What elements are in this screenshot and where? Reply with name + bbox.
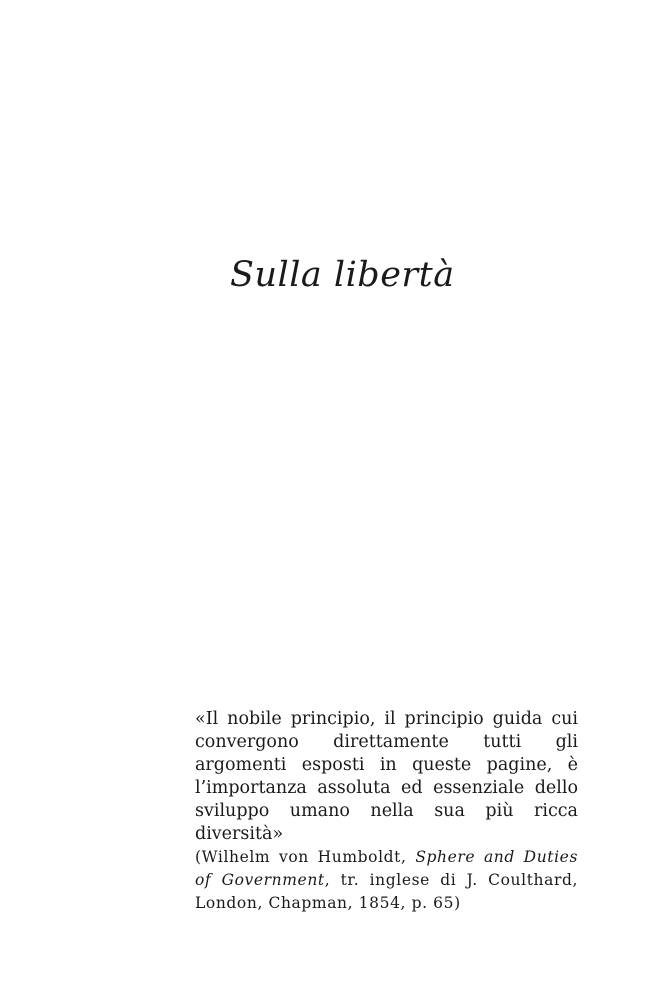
epigraph-attribution bbox=[195, 846, 578, 915]
page-title: Sulla libertà bbox=[230, 255, 455, 295]
attribution-prefix: (Wilhelm von Humboldt, bbox=[195, 848, 416, 866]
attribution-work-title: Sphere and Duties of Government bbox=[195, 848, 579, 889]
attribution-suffix: , tr. inglese di J. Coulthard, London, Chapman, 1854, p. 65) bbox=[195, 871, 578, 912]
epigraph bbox=[195, 708, 578, 915]
epigraph-quote: «Il nobile principio, il principio guida cui convergono direttamente tutti gli argomenti esposti in queste pagine, è l’importanza assoluta ed essenziale dello sviluppo umano nella sua più ricca diversità» bbox=[195, 709, 578, 844]
